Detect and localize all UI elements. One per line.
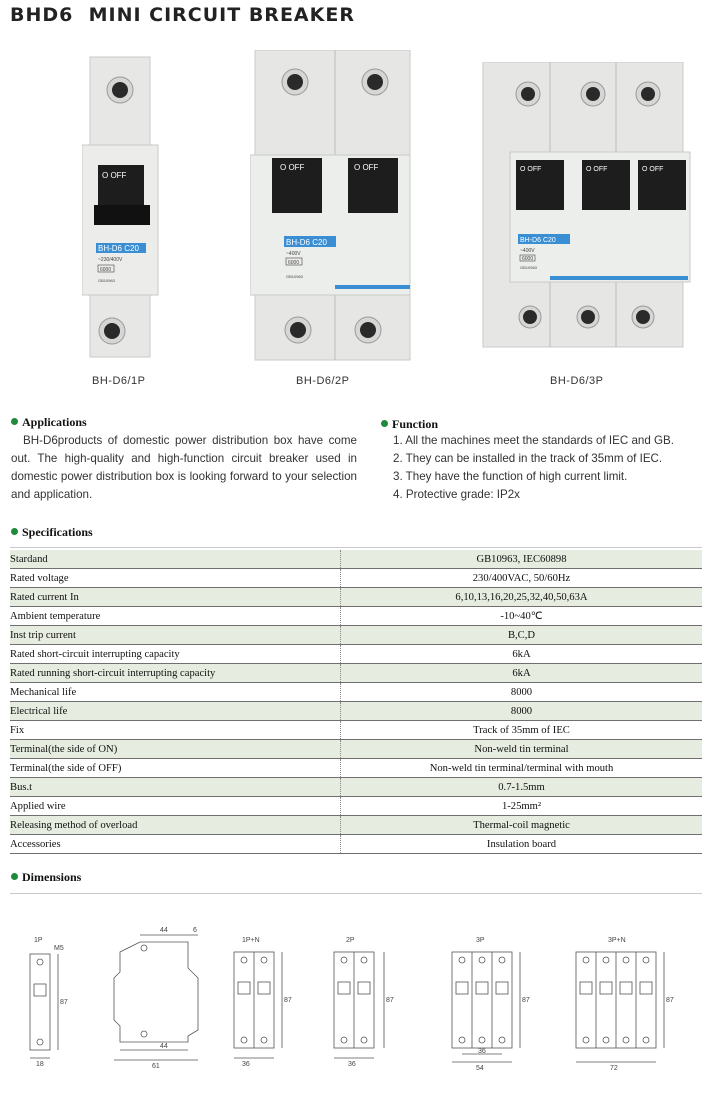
table-row: Inst trip current B,C,D bbox=[10, 626, 702, 645]
specifications-heading: Specifications bbox=[11, 525, 93, 540]
bullet-icon bbox=[381, 420, 388, 427]
table-row: Fix Track of 35mm of IEC bbox=[10, 721, 702, 740]
svg-text:GB10963: GB10963 bbox=[286, 274, 303, 279]
breaker-2p-image bbox=[250, 50, 420, 368]
applications-heading: Applications bbox=[11, 415, 87, 430]
svg-text:87: 87 bbox=[522, 997, 530, 1004]
svg-text:44: 44 bbox=[160, 927, 168, 934]
svg-text:6000: 6000 bbox=[522, 256, 534, 262]
svg-text:O OFF: O OFF bbox=[354, 163, 379, 172]
svg-text:~400V: ~400V bbox=[286, 251, 301, 257]
svg-text:18: 18 bbox=[36, 1061, 44, 1068]
svg-text:36: 36 bbox=[242, 1061, 250, 1068]
svg-text:87: 87 bbox=[60, 999, 68, 1006]
svg-text:O OFF: O OFF bbox=[642, 166, 664, 173]
list-item: 3. They have the function of high current limit. bbox=[393, 470, 628, 483]
caption-3p: BH-D6/3P bbox=[550, 375, 604, 387]
svg-text:54: 54 bbox=[476, 1065, 484, 1072]
svg-text:2P: 2P bbox=[346, 937, 355, 944]
caption-2p: BH-D6/2P bbox=[296, 375, 350, 387]
svg-text:M5: M5 bbox=[54, 945, 64, 952]
svg-text:87: 87 bbox=[666, 997, 674, 1004]
function-list bbox=[393, 432, 674, 504]
svg-text:36: 36 bbox=[478, 1048, 486, 1055]
svg-text:O OFF: O OFF bbox=[520, 166, 542, 173]
table-row: Stardand GB10963, IEC60898 bbox=[10, 550, 702, 569]
svg-text:3P+N: 3P+N bbox=[608, 937, 626, 944]
svg-text:36: 36 bbox=[348, 1061, 356, 1068]
svg-text:O OFF: O OFF bbox=[586, 166, 608, 173]
caption-1p: BH-D6/1P bbox=[92, 375, 146, 387]
svg-text:O OFF: O OFF bbox=[280, 163, 305, 172]
svg-text:87: 87 bbox=[386, 997, 394, 1004]
svg-text:72: 72 bbox=[610, 1065, 618, 1072]
list-item: 2. They can be installed in the track of 35mm of IEC. bbox=[393, 452, 663, 465]
function-heading: Function bbox=[381, 417, 438, 432]
svg-text:BH-D6 C20: BH-D6 C20 bbox=[520, 237, 556, 244]
svg-text:6: 6 bbox=[193, 927, 197, 934]
dimension-drawings bbox=[20, 918, 690, 1083]
svg-text:6000: 6000 bbox=[100, 267, 112, 273]
specifications-table bbox=[10, 550, 702, 854]
svg-text:~230/400V: ~230/400V bbox=[98, 257, 123, 263]
table-row: Electrical life 8000 bbox=[10, 702, 702, 721]
svg-text:1P+N: 1P+N bbox=[242, 937, 260, 944]
table-row: Applied wire 1-25mm² bbox=[10, 797, 702, 816]
breaker-1p-image bbox=[82, 55, 172, 370]
breaker-3p-image bbox=[478, 62, 693, 352]
toggle-off-label: O OFF bbox=[102, 171, 127, 180]
svg-text:44: 44 bbox=[160, 1043, 168, 1050]
svg-text:61: 61 bbox=[152, 1063, 160, 1070]
table-row: Releasing method of overload Thermal-coil magnetic bbox=[10, 816, 702, 835]
bullet-icon bbox=[11, 418, 18, 425]
divider bbox=[10, 547, 702, 548]
table-row: Accessories Insulation board bbox=[10, 835, 702, 854]
list-item: 1. All the machines meet the standards of IEC and GB. bbox=[393, 434, 674, 447]
page-title: BHD6 MINI CIRCUIT BREAKER bbox=[10, 4, 355, 26]
breaker-label: BH-D6 C20 bbox=[98, 244, 139, 253]
list-item: 4. Protective grade: IP2x bbox=[393, 488, 520, 501]
table-row: Ambient temperature -10~40℃ bbox=[10, 607, 702, 626]
bullet-icon bbox=[11, 873, 18, 880]
svg-text:1P: 1P bbox=[34, 937, 43, 944]
table-row: Terminal(the side of OFF) Non-weld tin terminal/terminal with mouth bbox=[10, 759, 702, 778]
svg-text:6000: 6000 bbox=[288, 260, 300, 266]
table-row: Bus.t 0.7-1.5mm bbox=[10, 778, 702, 797]
table-row: Terminal(the side of ON) Non-weld tin terminal bbox=[10, 740, 702, 759]
svg-text:87: 87 bbox=[284, 997, 292, 1004]
divider bbox=[10, 893, 702, 894]
table-row: Rated voltage 230/400VAC, 50/60Hz bbox=[10, 569, 702, 588]
dimensions-heading: Dimensions bbox=[11, 870, 81, 885]
table-row: Rated short-circuit interrupting capacity 6kA bbox=[10, 645, 702, 664]
svg-text:BH-D6 C20: BH-D6 C20 bbox=[286, 238, 327, 247]
svg-text:GB10963: GB10963 bbox=[520, 265, 537, 270]
bullet-icon bbox=[11, 528, 18, 535]
table-row: Rated running short-circuit interrupting capacity 6kA bbox=[10, 664, 702, 683]
svg-text:~400V: ~400V bbox=[520, 248, 535, 254]
applications-text: BH-D6products of domestic power distribution box have come out. The high-quality and high-function circuit breaker used in domestic power distribution box is looking forward to your selection and application. bbox=[11, 434, 357, 501]
table-row: Rated current In 6,10,13,16,20,25,32,40,50,63A bbox=[10, 588, 702, 607]
svg-text:GB10963: GB10963 bbox=[98, 278, 115, 283]
svg-text:3P: 3P bbox=[476, 937, 485, 944]
table-row: Mechanical life 8000 bbox=[10, 683, 702, 702]
